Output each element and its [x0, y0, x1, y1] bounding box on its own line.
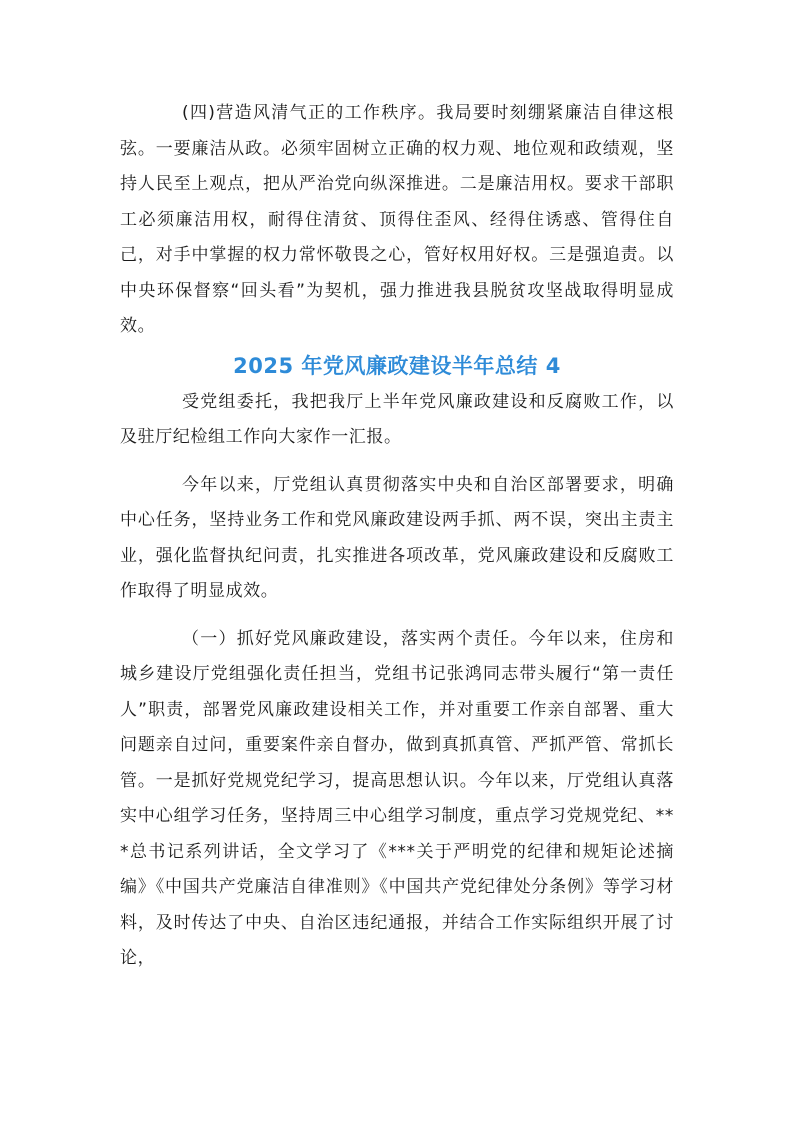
section-heading: 2025 年党风廉政建设半年总结 4 — [233, 353, 561, 378]
document-page — [120, 96, 674, 977]
paragraph-responsibility: （一）抓好党风廉政建设，落实两个责任。今年以来，住房和城乡建设厅党组强化责任担当，党组书记张鸿同志带头履行“第一责任人”职责，部署党风廉政建设相关工作，并对重要工作亲自部署、重大问题亲自过问，重要案件亲自督办，做到真抓真管、严抓严管、常抓长管。一是抓好党规党纪学习，提高思想认识。今年以来，厅党组认真落实中心组学习任务，坚持周三中心组学习制度，重点学习党规党纪、***总书记系列讲话，全文学习了《***关于严明党的纪律和规矩论述摘编》《中国共产党廉洁自律准则》《中国共产党纪律处分条例》等学习材料，及时传达了中央、自治区违纪通报，并结合工作实际组织开展了讨论， — [120, 628, 674, 968]
paragraph-intro: 受党组委托，我把我厅上半年党风廉政建设和反腐败工作，以及驻厅纪检组工作向大家作一汇报。 — [120, 391, 674, 447]
paragraph-overview: 今年以来，厅党组认真贯彻落实中央和自治区部署要求，明确中心任务，坚持业务工作和党风廉政建设两手抓、两不误，突出主责主业，强化监督执纪问责，扎实推进各项改革，党风廉政建设和反腐败工作取得了明显成效。 — [120, 474, 674, 601]
paragraph-order-section: (四)营造风清气正的工作秩序。我局要时刻绷紧廉洁自律这根弦。一要廉洁从政。必须牢固树立正确的权力观、地位观和政绩观，坚持人民至上观点，把从严治党向纵深推进。二是廉洁用权。要求干部职工必须廉洁用权，耐得住清贫、顶得住歪风、经得住诱惑、管得住自己，对手中掌握的权力常怀敬畏之心，管好权用好权。三是强追责。以中央环保督察“回头看”为契机，强力推进我县脱贫攻坚战取得明显成效。 — [120, 103, 674, 336]
